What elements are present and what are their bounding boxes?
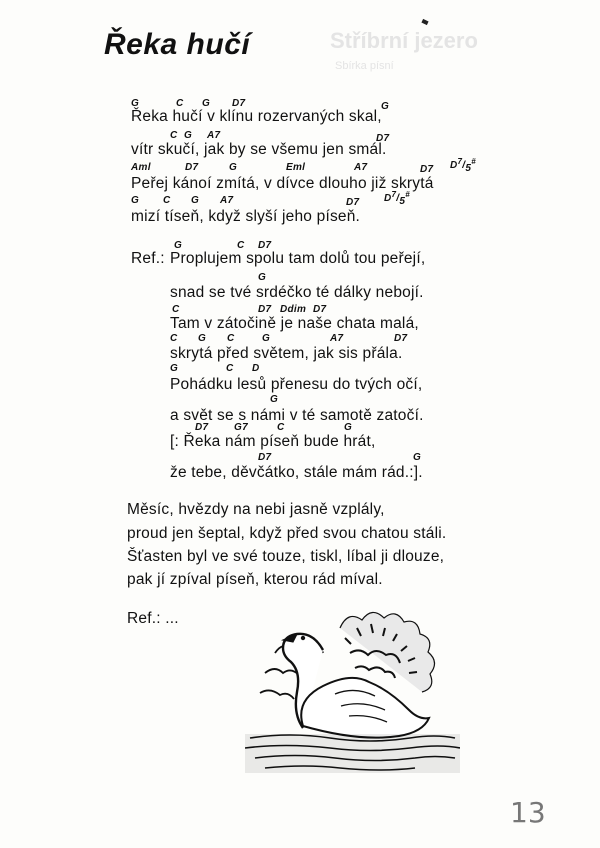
lyric-line: [: Řeka nám píseň bude hrát, — [170, 433, 376, 450]
chord: C — [226, 363, 234, 374]
chord: G — [131, 98, 140, 109]
ghost-heading: Stříbrní jezero — [330, 28, 478, 53]
refrain-label: Ref.: — [131, 250, 165, 267]
chord: G — [258, 272, 267, 283]
chord: C — [227, 333, 235, 344]
chord: C — [172, 304, 180, 315]
chord: A7 — [207, 130, 221, 141]
scan-mark — [421, 19, 428, 25]
chord: C — [170, 130, 178, 141]
chord: D — [252, 363, 260, 374]
chord: G — [198, 333, 207, 344]
lyric-line: Šťasten byl ve své touze, tiskl, líbal ji dlouze, — [127, 548, 445, 565]
chord: D7 — [195, 422, 209, 433]
lyric-line: skrytá před světem, jak sis přála. — [170, 345, 403, 362]
chord: G — [270, 394, 279, 405]
chord: G — [191, 195, 200, 206]
lyric-line: Tam v zátočině je naše chata malá, — [170, 315, 419, 332]
lyric-line: pak jí zpíval píseň, kterou rád míval. — [127, 571, 383, 588]
chord: C — [277, 422, 285, 433]
chord: A7 — [220, 195, 234, 206]
chord: C — [170, 333, 178, 344]
chord: G — [413, 452, 422, 463]
chord: Eml — [286, 162, 306, 173]
lyric-line: Pohádku lesů přenesu do tvých očí, — [170, 376, 423, 393]
chord: D7 — [420, 164, 434, 175]
lyric-line: mizí tíseň, když slyší jeho píseň. — [131, 208, 361, 225]
chord: G — [229, 162, 238, 173]
chord: C — [176, 98, 184, 109]
chord: G — [202, 98, 211, 109]
ghost-subheading: Sbírka písní — [335, 60, 394, 72]
chord: A7 — [330, 333, 344, 344]
lyric-line: proud jen šeptal, když před svou chatou stáli. — [127, 525, 447, 542]
lyric-line: vítr skučí, jak by se všemu jen smál. — [131, 141, 387, 158]
lyric-line: Peřej kánoí zmítá, v dívce dlouho již skrytá — [131, 175, 434, 192]
chord: D7 — [376, 133, 390, 144]
lyric-line: a svět se s námi v té samotě zatočí. — [170, 407, 424, 424]
chord: D7 — [313, 304, 327, 315]
chord: G — [174, 240, 183, 251]
chord: G — [131, 195, 140, 206]
chord: D7 — [258, 304, 272, 315]
chord: D7 — [346, 197, 360, 208]
swan-illustration — [245, 598, 460, 773]
chord: D7 — [232, 98, 246, 109]
lyric-line: že tebe, děvčátko, stále mám rád.:]. — [170, 464, 423, 481]
song-title: Řeka hučí — [104, 28, 251, 61]
chord: G — [170, 363, 179, 374]
chord: C — [237, 240, 245, 251]
lyric-line: Měsíc, hvězdy na nebi jasně vzplály, — [127, 501, 385, 518]
chord: D7 — [258, 240, 272, 251]
chord: $D^7/5^{\#}$ — [384, 190, 410, 207]
chord: G — [381, 101, 390, 112]
chord: C — [163, 195, 171, 206]
page-number: 13 — [510, 796, 546, 829]
refrain-repeat: Ref.: ... — [127, 610, 179, 627]
chord: D7 — [394, 333, 408, 344]
lyric-line: Proplujem spolu tam dolů tou peřejí, — [170, 250, 426, 267]
chord: D7 — [258, 452, 272, 463]
chord: Aml — [131, 162, 151, 173]
chord: G — [344, 422, 353, 433]
chord: G7 — [234, 422, 248, 433]
chord: D7 — [185, 162, 199, 173]
lyric-line: Řeka hučí v klínu rozervaných skal, — [131, 108, 382, 125]
chord: Ddim — [280, 304, 307, 315]
chord: $D^7/5^{\#}$ — [450, 157, 476, 174]
chord: A7 — [354, 162, 368, 173]
chord: G — [184, 130, 193, 141]
lyric-line: snad se tvé srdéčko té dálky nebojí. — [170, 284, 424, 301]
chord: G — [262, 333, 271, 344]
